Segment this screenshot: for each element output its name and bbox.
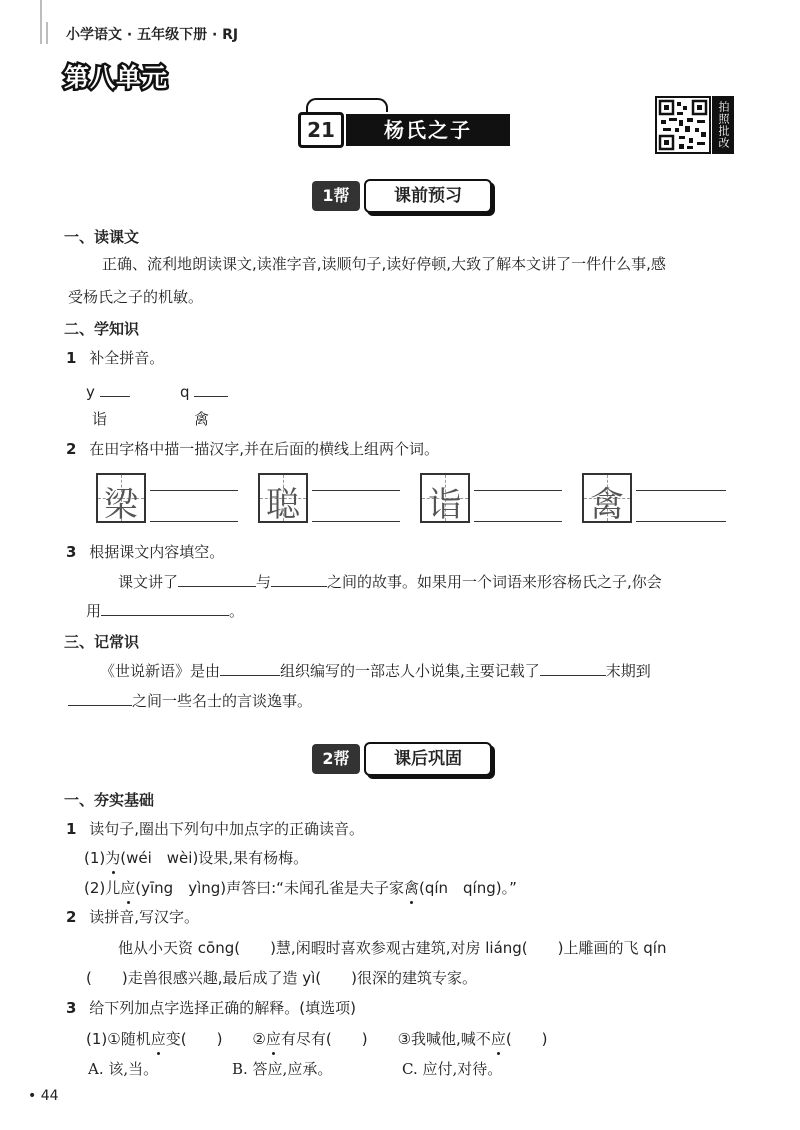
option: C. 应付,对待。 xyxy=(402,1060,503,1078)
tianzige-box[interactable] xyxy=(96,473,146,523)
sentence-item xyxy=(86,1028,548,1050)
answer-line[interactable] xyxy=(474,521,562,522)
book-header: 小学语文 · 五年级下册 · RJ xyxy=(66,27,239,43)
text: 用 xyxy=(86,602,102,620)
text: (2)儿 xyxy=(84,879,121,897)
paragraph: 他从小天资 cōng( )慧,闲暇时喜欢参观古建筑,对房 liáng( )上雕画的飞 qín xyxy=(118,939,667,957)
question-text: 读拼音,写汉字。 xyxy=(89,908,199,926)
answer-line[interactable] xyxy=(540,659,606,676)
qr-code-icon[interactable] xyxy=(655,96,711,154)
paragraph: ( )走兽很感兴趣,最后成了造 yì( )很深的建筑专家。 xyxy=(86,969,477,987)
text: 组织编写的一部志人小说集,主要记载了 xyxy=(280,662,540,680)
lesson-title: 杨氏之子 xyxy=(346,114,510,146)
trace-char: 聪 xyxy=(266,485,300,525)
question-number: 1 xyxy=(66,820,77,838)
sentence-item xyxy=(84,847,308,869)
pinyin-initial: q xyxy=(180,383,190,401)
badge-label: 课前预习 xyxy=(364,179,492,213)
photo-grading-label: 拍照批改 xyxy=(712,96,734,154)
answer-line[interactable] xyxy=(101,599,229,616)
text: ( ) xyxy=(505,1030,548,1048)
book-icon xyxy=(306,98,388,112)
text: 与 xyxy=(256,573,272,591)
text: 有尽有( ) ③我喊他,喊不 xyxy=(280,1030,491,1048)
lesson-number: 21 xyxy=(298,112,344,148)
page-number: • 44 xyxy=(28,1088,59,1104)
dotted-char: 为 xyxy=(105,849,121,867)
text: 《世说新语》是由 xyxy=(100,662,221,680)
dotted-char: 应 xyxy=(490,1030,506,1048)
margin-bar xyxy=(40,0,42,44)
answer-line[interactable] xyxy=(220,659,280,676)
text: 课文讲了 xyxy=(118,573,179,591)
trace-char: 禽 xyxy=(590,485,624,525)
badge-label: 课后巩固 xyxy=(364,742,492,776)
question xyxy=(66,541,224,563)
question-text: 补全拼音。 xyxy=(89,349,165,367)
question-number: 3 xyxy=(66,999,77,1017)
answer-line[interactable] xyxy=(100,380,130,397)
pinyin-blank xyxy=(86,380,130,403)
dotted-char: 应 xyxy=(265,1030,281,1048)
pinyin-initial: y xyxy=(86,383,95,401)
answer-line[interactable] xyxy=(312,490,400,491)
dotted-char: 禽 xyxy=(403,879,419,897)
dotted-char: 应 xyxy=(120,879,136,897)
answer-line[interactable] xyxy=(150,490,238,491)
text: 。 xyxy=(229,602,245,620)
trace-char: 诣 xyxy=(428,485,462,525)
sentence-item xyxy=(84,877,517,899)
answer-line[interactable] xyxy=(312,521,400,522)
section-heading: 一、夯实基础 xyxy=(64,791,155,809)
section-heading: 三、记常识 xyxy=(64,633,140,651)
answer-line[interactable] xyxy=(178,570,256,587)
text: (wéi wèi)设果,果有杨梅。 xyxy=(120,849,309,867)
tianzige-box[interactable] xyxy=(258,473,308,523)
tianzige-box[interactable] xyxy=(582,473,632,523)
answer-line[interactable] xyxy=(636,521,726,522)
question xyxy=(66,997,356,1019)
text: (1)①随机 xyxy=(86,1030,151,1048)
text: 末期到 xyxy=(605,662,651,680)
option: B. 答应,应承。 xyxy=(232,1060,333,1078)
answer-line[interactable] xyxy=(636,490,726,491)
answer-line[interactable] xyxy=(150,521,238,522)
text: 之间一些名士的言谈逸事。 xyxy=(132,692,313,710)
fill-line xyxy=(68,689,312,712)
question-number: 2 xyxy=(66,908,77,926)
section-heading: 二、学知识 xyxy=(64,320,140,338)
question-text: 在田字格中描一描汉字,并在后面的横线上组两个词。 xyxy=(89,440,439,458)
pinyin-blank xyxy=(180,380,228,403)
tianzige-box[interactable] xyxy=(420,473,470,523)
question xyxy=(66,906,199,928)
answer-line[interactable] xyxy=(474,490,562,491)
unit-title: 第八单元 xyxy=(64,63,169,92)
dotted-char: 应 xyxy=(150,1030,166,1048)
question-number: 2 xyxy=(66,440,77,458)
badge-tag: 2帮 xyxy=(312,744,360,774)
question-number: 1 xyxy=(66,349,77,367)
fill-line xyxy=(86,599,244,622)
paragraph: 受杨氏之子的机敏。 xyxy=(68,288,204,306)
text: 之间的故事。如果用一个词语来形容杨氏之子,你会 xyxy=(327,573,662,591)
answer-line[interactable] xyxy=(271,570,327,587)
text: (yīng yìng)声答曰:“未闻孔雀是夫子家 xyxy=(135,879,404,897)
question-text: 给下列加点字选择正确的解释。(填选项) xyxy=(89,999,356,1017)
lesson-heading xyxy=(298,112,512,148)
question xyxy=(66,818,364,840)
text: (qín qíng)。” xyxy=(418,879,517,897)
hanzi: 诣 xyxy=(92,410,108,428)
text: 变( ) ② xyxy=(165,1030,266,1048)
question-number: 3 xyxy=(66,543,77,561)
text: (1) xyxy=(84,849,106,867)
question xyxy=(66,347,164,369)
fill-line xyxy=(118,570,662,593)
question-text: 根据课文内容填空。 xyxy=(89,543,225,561)
section-heading: 一、读课文 xyxy=(64,228,140,246)
hanzi: 禽 xyxy=(194,410,210,428)
fill-line xyxy=(100,659,651,682)
question xyxy=(66,438,439,460)
margin-bar xyxy=(46,22,48,44)
answer-line[interactable] xyxy=(194,380,228,397)
question-text: 读句子,圈出下列句中加点字的正确读音。 xyxy=(89,820,364,838)
paragraph: 正确、流利地朗读课文,读准字音,读顺句子,读好停顿,大致了解本文讲了一件什么事,感 xyxy=(102,255,666,273)
answer-line[interactable] xyxy=(68,689,132,706)
badge-tag: 1帮 xyxy=(312,181,360,211)
trace-char: 梁 xyxy=(104,485,138,525)
option: A. 该,当。 xyxy=(88,1060,159,1078)
